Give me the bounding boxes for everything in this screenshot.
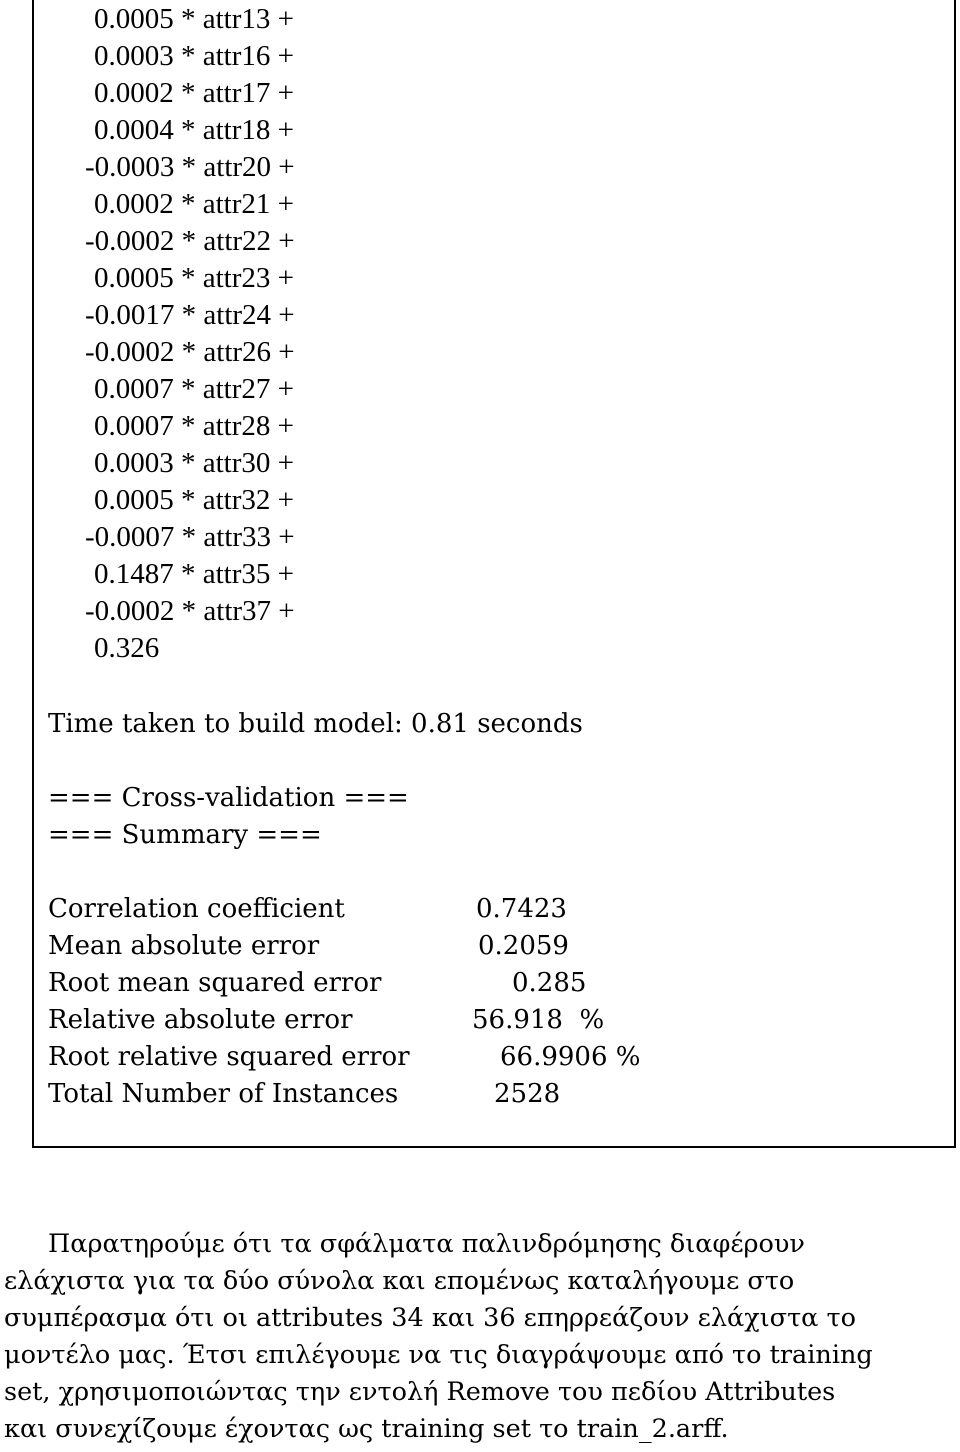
regression-term: 0.0005 * attr32 +	[94, 484, 294, 516]
paragraph-line: μοντέλο μας. Έτσι επιλέγουμε να τις διαγράψουμε από το training	[4, 1340, 873, 1370]
stat-label: Total Number of Instances	[48, 1079, 399, 1109]
regression-term: -0.0003 * attr20 +	[85, 151, 295, 183]
regression-term: 0.0007 * attr28 +	[94, 410, 294, 442]
stat-label: Root mean squared error	[48, 968, 382, 998]
stat-value: 2528	[494, 1079, 561, 1109]
conclusion-paragraph	[4, 1226, 954, 1448]
build-time-text: Time taken to build model: 0.81 seconds	[48, 709, 583, 739]
regression-term: 0.1487 * attr35 +	[94, 558, 294, 590]
stat-value: 0.7423	[476, 894, 567, 924]
stat-label: Correlation coefficient	[48, 894, 345, 924]
regression-term: 0.0005 * attr13 +	[94, 3, 294, 35]
paragraph-line: συμπέρασμα ότι οι attributes 34 και 36 επηρρεάζουν ελάχιστα το	[4, 1303, 856, 1333]
paragraph-line: και συνεχίζουμε έχοντας ως training set το train_2.arff.	[4, 1414, 729, 1444]
regression-term: -0.0017 * attr24 +	[85, 299, 295, 331]
regression-term: 0.0003 * attr30 +	[94, 447, 294, 479]
regression-term: -0.0002 * attr37 +	[85, 595, 295, 627]
stat-label: Mean absolute error	[48, 931, 320, 961]
regression-term: 0.0005 * attr23 +	[94, 262, 294, 294]
summary-header: === Summary ===	[48, 820, 322, 850]
regression-term: 0.0002 * attr21 +	[94, 188, 294, 220]
regression-term: 0.0004 * attr18 +	[94, 114, 294, 146]
regression-term: 0.0007 * attr27 +	[94, 373, 294, 405]
stat-value: 0.285	[512, 968, 587, 998]
regression-intercept: 0.326	[94, 632, 160, 664]
stat-label: Relative absolute error	[48, 1005, 353, 1035]
paragraph-line: set, χρησιμοποιώντας την εντολή Remove του πεδίου Attributes	[4, 1377, 836, 1407]
stat-label: Root relative squared error	[48, 1042, 410, 1072]
weka-output-box	[32, 0, 956, 1148]
regression-term: -0.0002 * attr22 +	[85, 225, 295, 257]
regression-term: -0.0007 * attr33 +	[85, 521, 295, 553]
regression-term: -0.0002 * attr26 +	[85, 336, 295, 368]
stat-value: 0.2059	[478, 931, 569, 961]
stat-value: 66.9906 %	[500, 1042, 641, 1072]
regression-term: 0.0003 * attr16 +	[94, 40, 294, 72]
paragraph-line: ελάχιστα για τα δύο σύνολα και επομένως καταλήγουμε στο	[4, 1266, 795, 1296]
paragraph-line: Παρατηρούμε ότι τα σφάλματα παλινδρόμησης διαφέρουν	[48, 1229, 805, 1259]
regression-term: 0.0002 * attr17 +	[94, 77, 294, 109]
cross-validation-header: === Cross-validation ===	[48, 783, 409, 813]
stat-value: 56.918 %	[472, 1005, 605, 1035]
